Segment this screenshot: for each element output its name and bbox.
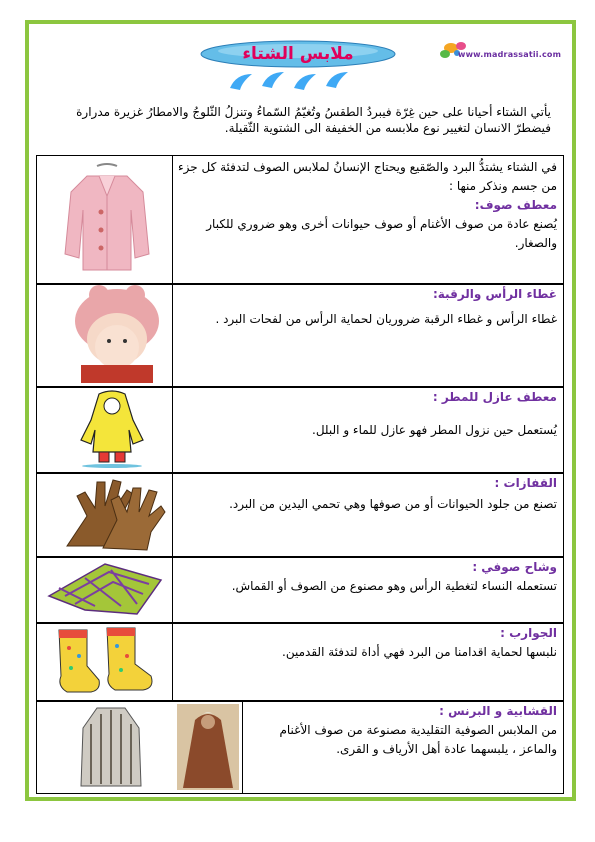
row-description: تصنع من جلود الحيوانات أو من صوفها وهي تحمي اليدين من البرد. (229, 497, 557, 511)
row-description: غطاء الرأس و غطاء الرقبة ضروريان لحماية الرأس من لفحات البرد . (215, 312, 557, 326)
row-text (177, 624, 557, 662)
page-title: ملابس الشتاء (242, 44, 354, 64)
row-text (177, 388, 557, 440)
socks-image (51, 626, 161, 696)
row-text (177, 558, 557, 596)
image-cell (37, 472, 173, 556)
logo-text: www.madrassatii.com (458, 50, 562, 59)
row-description: من الملابس الصوفية التقليدية مصنوعة من صوف الأغنام والماعز ، يلبسهما عادة أهل الأرياف و القرى. (279, 723, 557, 756)
row-description: نلبسها لحماية اقدامنا من البرد فهي أداة لتدفئة القدمين. (282, 645, 557, 659)
rain-drops-icon (222, 70, 362, 94)
table-row (37, 622, 563, 702)
table-row (37, 386, 563, 474)
kachabia-image (77, 704, 145, 790)
image-cell (37, 156, 173, 283)
row-heading: معطف صوف: (474, 198, 557, 212)
raincoat-image (77, 390, 147, 468)
row-intro: في الشتاء يشتدُّ البرد والصّقيع ويحتاج الإنسانُ لملابس الصوف لتدفئة كل جزء من جسم ونذكر منها : (178, 160, 557, 193)
row-description: يُصنع عادة من صوف الأغنام أو صوف حيوانات أخرى وهو ضروري للكبار والصغار. (206, 217, 557, 250)
gloves-image (57, 476, 167, 552)
table-row (37, 472, 563, 558)
row-description: تستعمله النساء لتغطية الرأس وهو مصنوع من الصوف أو القماش. (231, 579, 557, 593)
row-text (177, 158, 557, 253)
row-text (249, 702, 557, 759)
table-row (37, 556, 563, 624)
row-heading: الجوارب : (500, 626, 557, 640)
child-hat-image (67, 285, 167, 383)
wool-coat-image (57, 162, 157, 274)
row-heading: غطاء الرأس والرقبة: (432, 287, 557, 301)
wool-scarf-image (45, 560, 165, 618)
row-heading: القفازات : (494, 476, 557, 490)
table-row (37, 283, 563, 388)
row-text (177, 474, 557, 515)
table-row (37, 156, 563, 285)
row-heading: القشابية و البرنس : (439, 704, 557, 718)
image-cell (37, 622, 173, 700)
row-heading: معطف عازل للمطر : (432, 390, 557, 404)
image-cell (37, 386, 173, 472)
image-cell (37, 556, 173, 622)
clothes-table (36, 155, 564, 794)
intro-paragraph: يأتي الشتاء أحيانا على حين غِرّة فيبردُ الطقسُ وتُغيّمُ السّماءُ وتنزلُ الثّلوجُ والامطارُ غزيرة مدرارة فيضطرّ الانسان لتغيير نوع ملابسه من الخفيفة الى الشتوية الثّقيلة. (76, 105, 551, 135)
burnous-image (177, 704, 239, 790)
row-text (177, 285, 557, 334)
row-heading: وشاح صوفي : (472, 560, 557, 574)
row-description: يُستعمل حين نزول المطر فهو عازل للماء و البلل. (312, 423, 557, 437)
image-cell (37, 283, 173, 386)
image-cell (37, 700, 243, 794)
table-row (37, 700, 563, 794)
